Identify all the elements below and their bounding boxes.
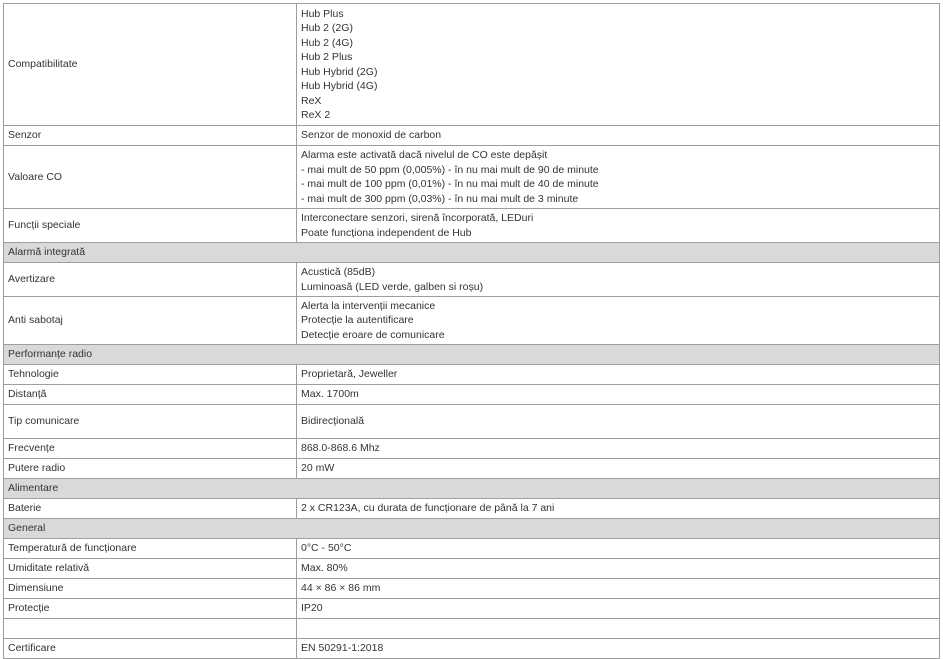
section-title: Alimentare [4,479,940,499]
section-row [4,345,940,365]
table-row [4,385,940,405]
row-label: Valoare CO [4,146,297,209]
table-row [4,365,940,385]
table-row [4,639,940,659]
section-row [4,519,940,539]
value-line: Max. 80% [301,562,348,575]
row-value [297,263,940,297]
row-value [297,639,940,659]
value-line: Bidirecțională [301,414,365,427]
row-value [297,209,940,243]
table-row [4,599,940,619]
value-line: 868.0-868.6 Mhz [301,442,380,455]
value-line: Alerta la intervenții mecanice [301,299,436,312]
table-row [4,297,940,345]
value-line: Interconectare senzori, sirenă încorporată, LEDuri [301,212,534,224]
table-row [4,405,940,439]
section-title: General [4,519,940,539]
value-line: ReX 2 [301,109,331,121]
value-line: Luminoasă (LED verde, galben si roșu) [301,280,484,293]
section-title: Alarmă integrată [4,243,940,263]
table-row [4,579,940,599]
section-row [4,243,940,263]
value-line: Alarma este activată dacă nivelul de CO este depășit [301,149,548,161]
row-label: Anti sabotaj [4,297,297,345]
row-label: Putere radio [4,459,297,479]
row-value [297,619,940,639]
value-line: Senzor de monoxid de carbon [301,129,442,142]
value-line: Hub Hybrid (4G) [301,80,378,92]
table-row [4,209,940,243]
row-label: Distanță [4,385,297,405]
row-label: Senzor [4,126,297,146]
row-value [297,297,940,345]
value-line: 20 mW [301,462,335,475]
spec-table [3,3,940,659]
value-line: 2 x CR123A, cu durata de funcționare de până la 7 ani [301,502,555,515]
row-label: Tip comunicare [4,405,297,439]
value-line: 44 × 86 × 86 mm [301,582,381,595]
value-line: Hub Plus [301,7,344,20]
row-label: Certificare [4,639,297,659]
table-row [4,459,940,479]
value-line: ReX [301,94,322,107]
value-line: 0°C - 50°C [301,542,352,555]
value-line: Hub 2 (2G) [301,22,353,34]
section-row [4,479,940,499]
row-label: Dimensiune [4,579,297,599]
value-line: Proprietară, Jeweller [301,368,398,381]
table-row [4,499,940,519]
value-line: Max. 1700m [301,388,359,401]
value-line: - mai mult de 100 ppm (0,01%) - în nu mai mult de 40 de minute [301,178,599,190]
row-label [4,619,297,639]
row-value [297,579,940,599]
table-row [4,146,940,209]
value-line: Hub 2 (4G) [301,36,353,49]
row-label: Baterie [4,499,297,519]
row-value [297,459,940,479]
table-row [4,126,940,146]
table-row [4,263,940,297]
row-label: Umiditate relativă [4,559,297,579]
table-row [4,559,940,579]
row-value [297,599,940,619]
row-value [297,365,940,385]
value-line: EN 50291-1:2018 [301,642,384,655]
row-value [297,385,940,405]
table-row [4,539,940,559]
row-value [297,405,940,439]
value-line: - mai mult de 50 ppm (0,005%) - în nu mai mult de 90 de minute [301,163,599,176]
row-value [297,439,940,459]
row-label: Frecvențe [4,439,297,459]
row-value [297,146,940,209]
value-line: - mai mult de 300 ppm (0,03%) - în nu mai mult de 3 minute [301,192,579,205]
row-label: Compatibilitate [4,4,297,126]
table-row [4,4,940,126]
row-value [297,4,940,126]
empty-row [4,619,940,639]
section-title: Performanțe radio [4,345,940,365]
row-value [297,539,940,559]
value-line: IP20 [301,602,323,615]
row-label: Funcții speciale [4,209,297,243]
row-label: Avertizare [4,263,297,297]
value-line: Detecție eroare de comunicare [301,328,445,341]
value-line: Acustică (85dB) [301,266,376,278]
value-line: Hub Hybrid (2G) [301,65,378,78]
table-row [4,439,940,459]
row-value [297,126,940,146]
row-value [297,499,940,519]
row-label: Protecție [4,599,297,619]
value-line: Poate funcționa independent de Hub [301,226,472,239]
value-line: Protecție la autentificare [301,314,414,327]
row-label: Tehnologie [4,365,297,385]
row-label: Temperatură de funcționare [4,539,297,559]
row-value [297,559,940,579]
value-line: Hub 2 Plus [301,51,353,63]
